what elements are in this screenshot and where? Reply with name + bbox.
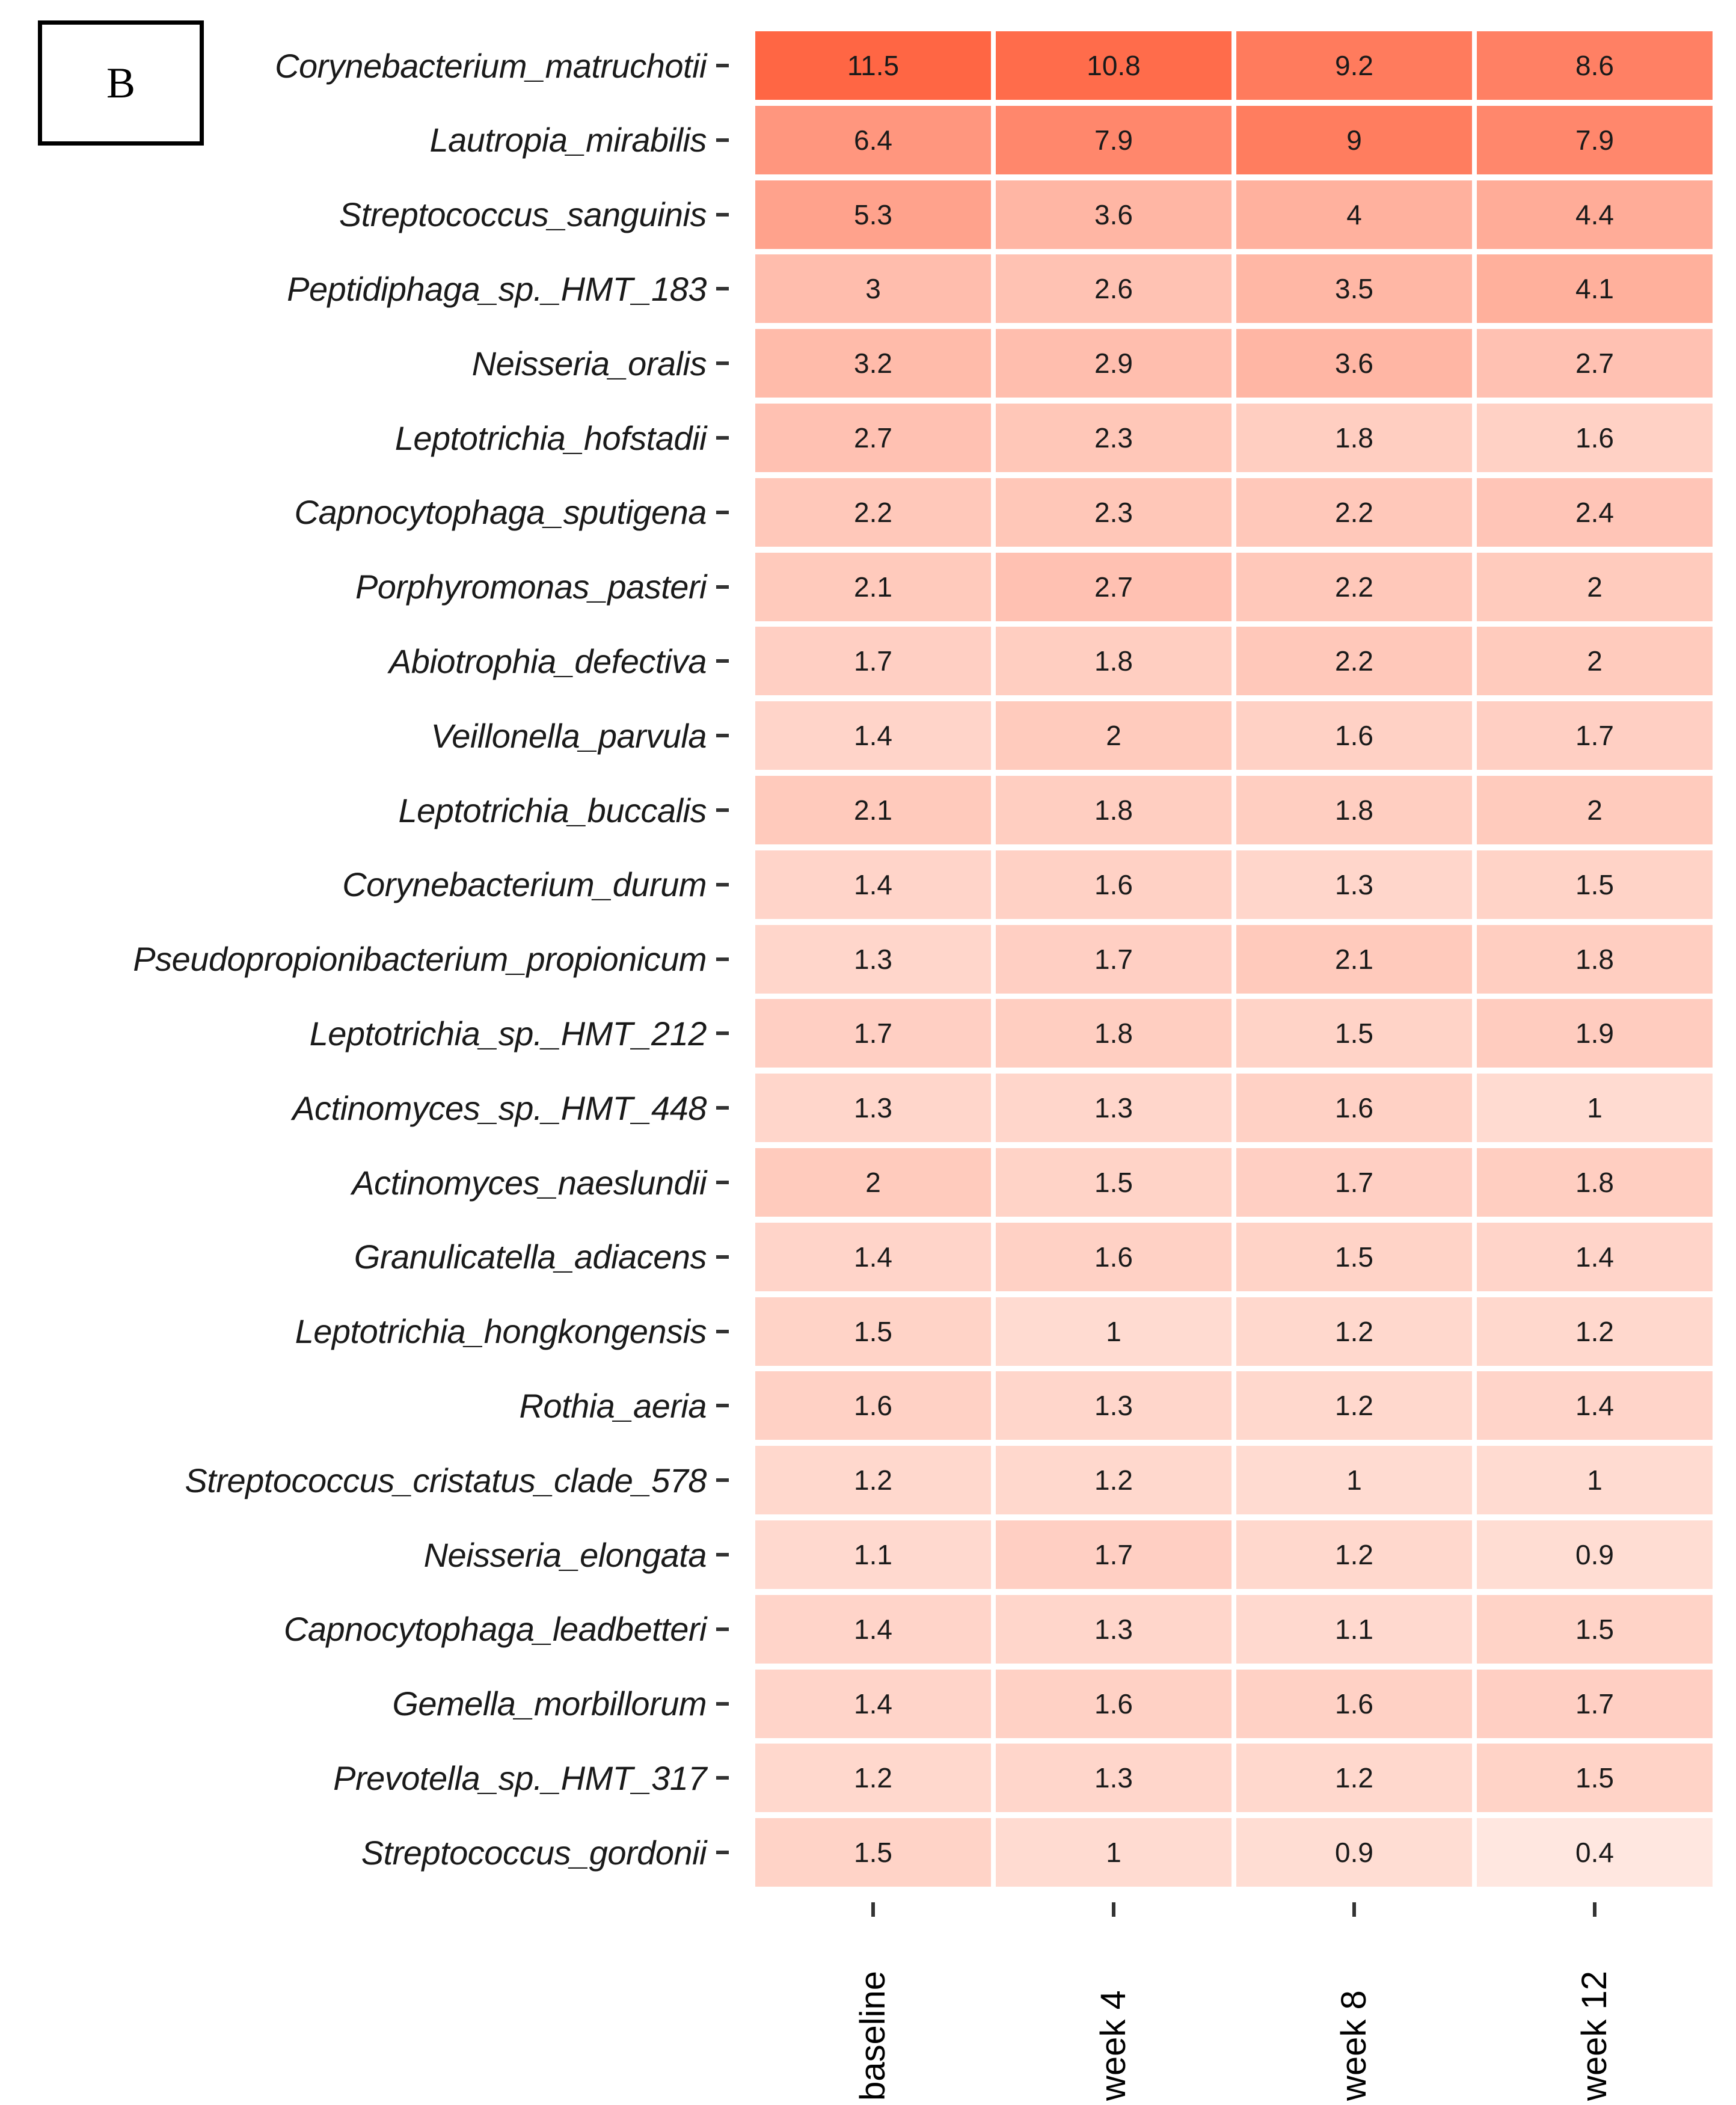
heatmap-cell: 1.5 <box>1236 999 1472 1068</box>
heatmap-cell: 1.3 <box>996 1371 1231 1440</box>
heatmap-cell: 2.3 <box>996 404 1231 472</box>
y-axis-label: Streptococcus_sanguinis <box>339 195 707 234</box>
heatmap-cell: 10.8 <box>996 31 1231 100</box>
y-axis-label: Pseudopropionibacterium_propionicum <box>133 940 707 979</box>
heatmap-cell: 1.3 <box>1236 850 1472 919</box>
y-axis-tick <box>716 1776 729 1780</box>
heatmap-cell: 1.6 <box>1236 701 1472 770</box>
heatmap-cell: 3.5 <box>1236 254 1472 323</box>
heatmap-cell: 1.3 <box>996 1074 1231 1142</box>
heatmap-cell: 1.7 <box>1236 1148 1472 1217</box>
heatmap-cell: 0.4 <box>1477 1818 1713 1887</box>
heatmap-cell: 1.5 <box>1236 1223 1472 1291</box>
heatmap-cell: 2.7 <box>1477 329 1713 398</box>
y-axis-label: Actinomyces_naeslundii <box>352 1163 707 1202</box>
heatmap-cell: 1.1 <box>1236 1595 1472 1664</box>
y-axis-tick <box>716 659 729 663</box>
heatmap-cell: 1.7 <box>1477 1670 1713 1738</box>
heatmap-cell: 1.6 <box>996 850 1231 919</box>
x-axis-label <box>1577 1926 1613 2101</box>
x-axis-label <box>1336 1926 1372 2101</box>
heatmap-cell: 1.5 <box>755 1297 991 1366</box>
heatmap-cell: 1.5 <box>1477 850 1713 919</box>
x-axis-label-text: week 4 <box>1094 1990 1133 2101</box>
y-axis-tick <box>716 1106 729 1110</box>
x-axis-tick <box>871 1902 875 1917</box>
heatmap-cell: 1.6 <box>996 1223 1231 1291</box>
y-axis-tick <box>716 1181 729 1184</box>
y-axis-label: Actinomyces_sp._HMT_448 <box>292 1089 707 1127</box>
heatmap-cell: 1.2 <box>755 1744 991 1812</box>
y-axis-tick <box>716 361 729 365</box>
heatmap-cell: 1.2 <box>1236 1371 1472 1440</box>
heatmap-cell: 1.6 <box>755 1371 991 1440</box>
heatmap-cell: 2.2 <box>1236 553 1472 621</box>
heatmap-cell: 1.2 <box>1236 1297 1472 1366</box>
heatmap-cell: 1.7 <box>755 999 991 1068</box>
heatmap-cell: 1.8 <box>1236 404 1472 472</box>
y-axis-tick <box>716 511 729 514</box>
y-axis-tick <box>716 585 729 589</box>
y-axis-label: Peptidiphaga_sp._HMT_183 <box>287 269 707 308</box>
heatmap-cell: 2.2 <box>755 478 991 547</box>
y-axis-label: Lautropia_mirabilis <box>429 121 707 159</box>
y-axis-tick <box>716 808 729 812</box>
y-axis-label: Prevotella_sp._HMT_317 <box>333 1759 707 1797</box>
heatmap-cell: 1.5 <box>1477 1595 1713 1664</box>
heatmap-cell: 3.6 <box>996 180 1231 249</box>
heatmap-cell: 2 <box>996 701 1231 770</box>
x-axis-label-text: baseline <box>853 1970 892 2101</box>
heatmap-cell: 1.4 <box>755 701 991 770</box>
x-axis-tick <box>1352 1902 1356 1917</box>
heatmap-cell: 2 <box>1477 776 1713 844</box>
heatmap-cell: 1 <box>1477 1446 1713 1514</box>
heatmap-cell: 4.4 <box>1477 180 1713 249</box>
y-axis-label: Leptotrichia_hofstadii <box>394 419 707 457</box>
heatmap-cell: 1.8 <box>1477 1148 1713 1217</box>
x-axis-label <box>1096 1926 1132 2101</box>
x-axis-label-text: week 12 <box>1575 1970 1614 2101</box>
heatmap-cell: 1.5 <box>996 1148 1231 1217</box>
heatmap-cell: 1.6 <box>1236 1074 1472 1142</box>
y-axis-label: Abiotrophia_defectiva <box>388 642 707 680</box>
heatmap-cell: 1.8 <box>996 627 1231 695</box>
heatmap-cell: 2 <box>1477 553 1713 621</box>
heatmap-cell: 2.3 <box>996 478 1231 547</box>
heatmap-cell: 2.9 <box>996 329 1231 398</box>
heatmap-cell: 1 <box>996 1818 1231 1887</box>
heatmap-cell: 8.6 <box>1477 31 1713 100</box>
heatmap-cell: 1.2 <box>996 1446 1231 1514</box>
y-axis-label: Leptotrichia_sp._HMT_212 <box>309 1014 707 1052</box>
y-axis-tick <box>716 1702 729 1706</box>
y-axis-tick <box>716 64 729 67</box>
heatmap-cell: 2.7 <box>996 553 1231 621</box>
heatmap-cell: 7.9 <box>996 106 1231 174</box>
heatmap-cell: 1.7 <box>755 627 991 695</box>
heatmap-cell: 1.6 <box>996 1670 1231 1738</box>
heatmap-cell: 1.6 <box>1477 404 1713 472</box>
y-axis-tick <box>716 1255 729 1259</box>
heatmap-cell: 2.1 <box>755 776 991 844</box>
x-axis-tick <box>1593 1902 1596 1917</box>
heatmap-cell: 1.7 <box>996 925 1231 994</box>
heatmap-cell: 1.2 <box>1236 1520 1472 1589</box>
heatmap-cell: 3 <box>755 254 991 323</box>
heatmap-cell: 1 <box>996 1297 1231 1366</box>
y-axis-tick <box>716 436 729 440</box>
heatmap-cell: 1.9 <box>1477 999 1713 1068</box>
heatmap-cell: 1.7 <box>1477 701 1713 770</box>
heatmap-cell: 1.4 <box>755 1670 991 1738</box>
heatmap-cell: 1.2 <box>1477 1297 1713 1366</box>
y-axis-label: Corynebacterium_durum <box>342 865 707 904</box>
y-axis-label: Streptococcus_cristatus_clade_578 <box>185 1461 707 1499</box>
heatmap-cell: 1 <box>1477 1074 1713 1142</box>
y-axis-label: Capnocytophaga_leadbetteri <box>283 1610 707 1649</box>
y-axis-label: Capnocytophaga_sputigena <box>294 493 707 532</box>
y-axis-tick <box>716 213 729 217</box>
heatmap-cell: 2.7 <box>755 404 991 472</box>
heatmap-cell: 1.7 <box>996 1520 1231 1589</box>
heatmap-cell: 9.2 <box>1236 31 1472 100</box>
y-axis-tick <box>716 1031 729 1035</box>
heatmap-cell: 1.4 <box>755 1223 991 1291</box>
y-axis-label: Granulicatella_adiacens <box>354 1238 707 1276</box>
heatmap-cell: 2.2 <box>1236 478 1472 547</box>
heatmap-cell: 1.1 <box>755 1520 991 1589</box>
panel-letter: B <box>106 59 136 107</box>
x-axis-label-text: week 8 <box>1334 1990 1373 2101</box>
heatmap-cell: 2.6 <box>996 254 1231 323</box>
heatmap-cell: 1.3 <box>996 1744 1231 1812</box>
heatmap-cell: 1.3 <box>755 925 991 994</box>
x-axis-label <box>855 1926 891 2101</box>
heatmap-cell: 1.3 <box>755 1074 991 1142</box>
x-axis-tick <box>1112 1902 1115 1917</box>
y-axis-tick <box>716 1553 729 1556</box>
heatmap-cell: 3.2 <box>755 329 991 398</box>
heatmap-cell: 1.2 <box>755 1446 991 1514</box>
y-axis-tick <box>716 883 729 887</box>
heatmap-cell: 1.8 <box>1236 776 1472 844</box>
heatmap-cell: 1.8 <box>996 999 1231 1068</box>
y-axis-label: Rothia_aeria <box>519 1386 707 1425</box>
heatmap-cell: 2.1 <box>755 553 991 621</box>
heatmap-cell: 0.9 <box>1236 1818 1472 1887</box>
y-axis-label: Veillonella_parvula <box>431 716 707 755</box>
heatmap-cell: 1.5 <box>1477 1744 1713 1812</box>
heatmap-cell: 1.3 <box>996 1595 1231 1664</box>
y-axis-label: Neisseria_oralis <box>471 344 707 383</box>
heatmap-cell: 1.4 <box>1477 1223 1713 1291</box>
y-axis-label: Streptococcus_gordonii <box>361 1833 707 1872</box>
y-axis-tick <box>716 957 729 961</box>
heatmap-cell: 0.9 <box>1477 1520 1713 1589</box>
heatmap-cell: 1.2 <box>1236 1744 1472 1812</box>
heatmap-cell: 1.6 <box>1236 1670 1472 1738</box>
y-axis-label: Corynebacterium_matruchotii <box>275 46 707 85</box>
heatmap-cell: 4 <box>1236 180 1472 249</box>
heatmap-cell: 1 <box>1236 1446 1472 1514</box>
heatmap-cell: 1.4 <box>1477 1371 1713 1440</box>
y-axis-tick <box>716 138 729 142</box>
heatmap-cell: 1.8 <box>1477 925 1713 994</box>
heatmap-cell: 1.4 <box>755 850 991 919</box>
heatmap-cell: 4.1 <box>1477 254 1713 323</box>
heatmap-cell: 7.9 <box>1477 106 1713 174</box>
y-axis-label: Leptotrichia_hongkongensis <box>295 1312 707 1351</box>
heatmap-cell: 2 <box>1477 627 1713 695</box>
y-axis-tick <box>716 734 729 737</box>
heatmap-cell: 1.4 <box>755 1595 991 1664</box>
panel-label-box <box>38 20 204 146</box>
heatmap-cell: 6.4 <box>755 106 991 174</box>
heatmap-cell: 5.3 <box>755 180 991 249</box>
y-axis-tick <box>716 287 729 290</box>
y-axis-tick <box>716 1478 729 1482</box>
heatmap-cell: 2.4 <box>1477 478 1713 547</box>
heatmap-cell: 3.6 <box>1236 329 1472 398</box>
heatmap-cell: 11.5 <box>755 31 991 100</box>
y-axis-label: Neisseria_elongata <box>423 1535 707 1574</box>
y-axis-label: Leptotrichia_buccalis <box>398 791 707 829</box>
heatmap-cell: 1.5 <box>755 1818 991 1887</box>
y-axis-tick <box>716 1851 729 1854</box>
y-axis-label: Porphyromonas_pasteri <box>355 568 707 606</box>
heatmap-cell: 1.8 <box>996 776 1231 844</box>
heatmap-cell: 9 <box>1236 106 1472 174</box>
y-axis-label: Gemella_morbillorum <box>392 1685 707 1723</box>
heatmap-cell: 2.1 <box>1236 925 1472 994</box>
y-axis-tick <box>716 1404 729 1407</box>
heatmap-cell: 2 <box>755 1148 991 1217</box>
heatmap-cell: 2.2 <box>1236 627 1472 695</box>
y-axis-tick <box>716 1330 729 1333</box>
y-axis-tick <box>716 1627 729 1631</box>
